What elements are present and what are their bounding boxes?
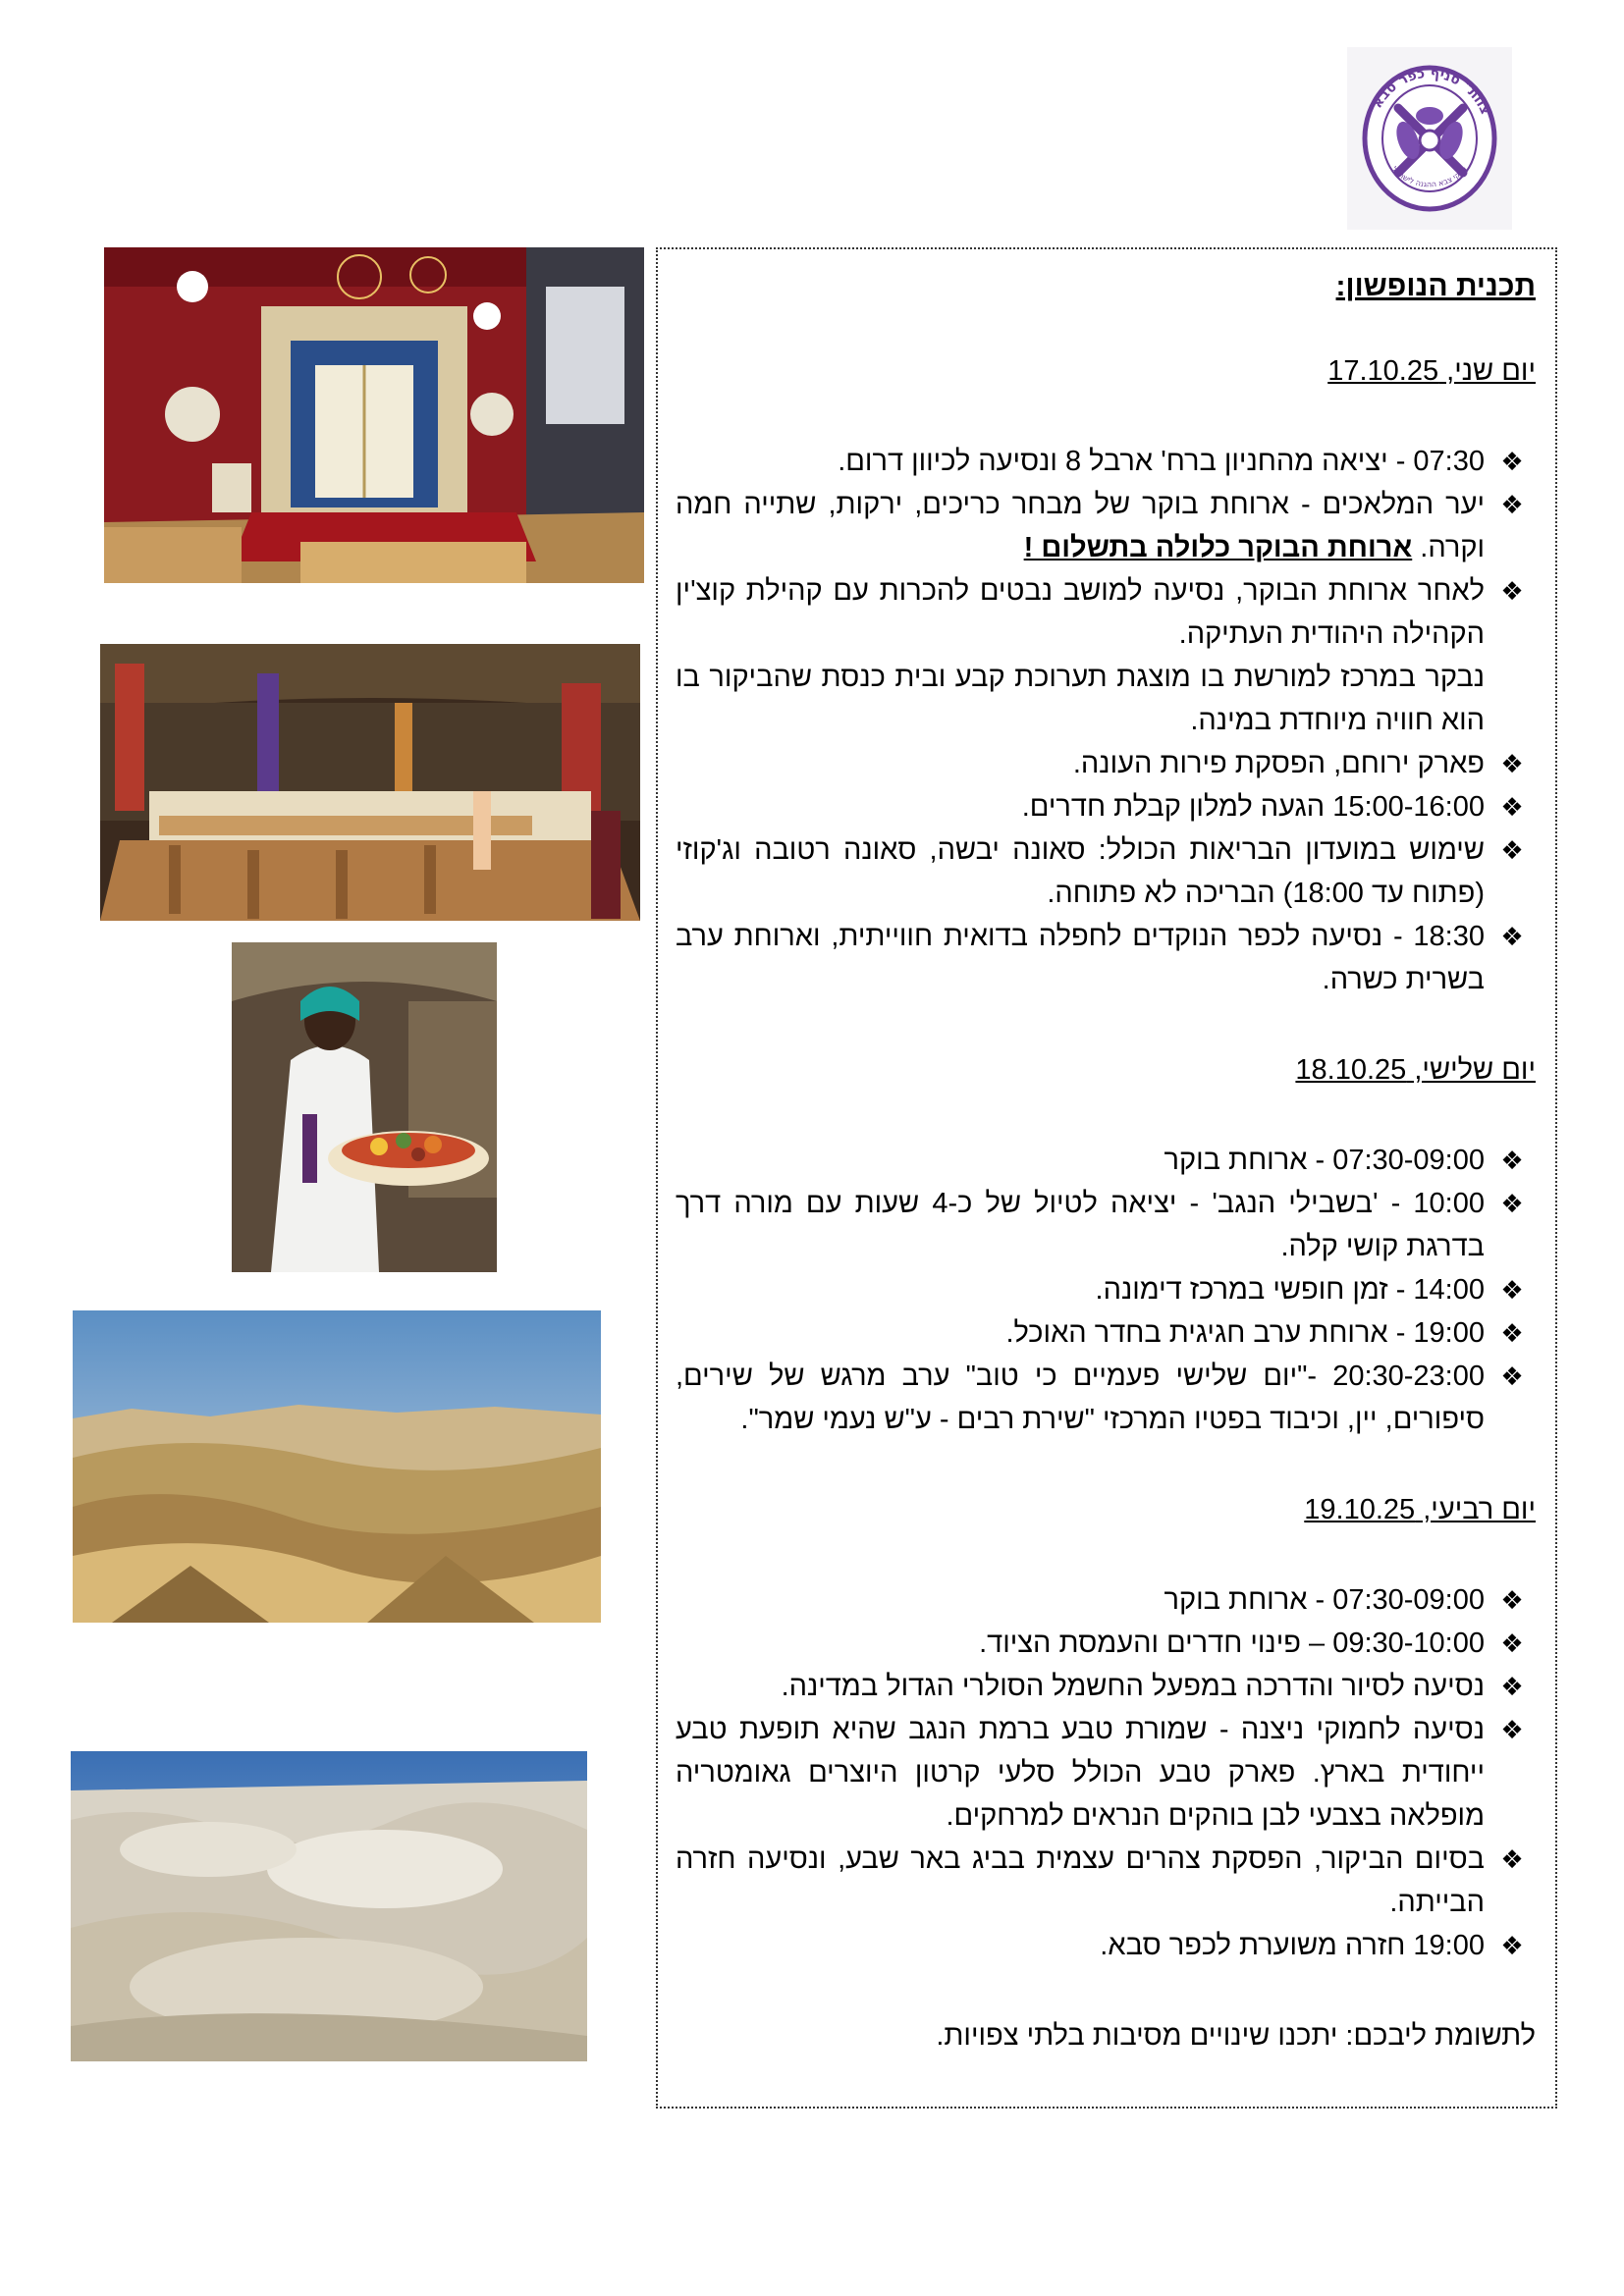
list-item <box>676 1924 1536 1967</box>
food-platter-photo-icon <box>232 942 497 1272</box>
item-text: 18:30 - נסיעה לכפר הנוקדים לחפלה בדואית חווייתית, וארוחת ערב בשרית כשרה. <box>676 921 1485 995</box>
list-item <box>676 1268 1536 1311</box>
diamond-bullet-icon: ❖ <box>1500 835 1524 865</box>
item-text: נסיעה לסיור והדרכה במפעל החשמל הסולרי הגדול במדינה. <box>781 1671 1485 1702</box>
item-text: 10:00 - 'בשבילי הנגב' - יציאה לטיול של כ-4 שעות עם מורה דרך בדרגת קושי קלה. <box>676 1188 1485 1262</box>
diamond-bullet-icon: ❖ <box>1500 1189 1524 1218</box>
day-heading-monday: יום שני, 17.10.25 <box>1327 355 1536 387</box>
logo-text-bottom: ותיקי צבא ההגנה לישראל <box>1389 164 1470 189</box>
item-text: 14:00 - זמן חופשי במרכז דימונה. <box>1095 1274 1485 1306</box>
list-item <box>676 1838 1536 1924</box>
list-item <box>676 915 1536 1001</box>
item-text: פארק ירוחם, הפסקת פירות העונה. <box>1072 748 1485 779</box>
item-text: 07:30 - יציאה מהחניון ברח' ארבל 8 ונסיעה לכיוון דרום. <box>838 446 1485 477</box>
diamond-bullet-icon: ❖ <box>1500 1715 1524 1744</box>
woman-serving-food-photo <box>232 942 497 1272</box>
item-text: שימוש במועדון הבריאות הכולל: סאונה יבשה, סאונה רטובה וג'קוזי (פתוח עד 18:00) הבריכה לא פתוחה. <box>676 834 1485 909</box>
item-text: יער המלאכים - ארוחת בוקר של מבחר כריכים, ירקות, שתייה חמה וקרה. <box>676 489 1485 563</box>
list-item <box>676 1355 1536 1441</box>
desert-photo-icon <box>73 1310 601 1623</box>
organization-logo <box>1347 47 1512 230</box>
diamond-bullet-icon: ❖ <box>1500 1629 1524 1658</box>
list-item <box>676 742 1536 785</box>
item-bold-text: ארוחת הבוקר כלולה בתשלום ! <box>1023 532 1413 563</box>
item-text: 19:00 - ארוחת ערב חגיגית בחדר האוכל. <box>1005 1317 1485 1349</box>
diamond-bullet-icon: ❖ <box>1500 447 1524 476</box>
white-dunes-photo <box>71 1751 587 2061</box>
diamond-bullet-icon: ❖ <box>1500 1146 1524 1175</box>
item-text: 07:30-09:00 - ארוחת בוקר <box>1164 1584 1485 1616</box>
program-box <box>656 247 1557 2109</box>
diamond-bullet-icon: ❖ <box>1500 749 1524 778</box>
diamond-bullet-icon: ❖ <box>1500 1318 1524 1348</box>
diamond-bullet-icon: ❖ <box>1500 1844 1524 1874</box>
list-item <box>676 1139 1536 1182</box>
list-item <box>676 1182 1536 1268</box>
diamond-bullet-icon: ❖ <box>1500 1362 1524 1391</box>
list-item <box>676 1622 1536 1665</box>
tent-dining-photo-icon <box>100 644 640 921</box>
diamond-bullet-icon: ❖ <box>1500 922 1524 951</box>
program-title: תכנית הנופשון: <box>1335 270 1536 302</box>
list-item <box>676 1708 1536 1838</box>
list-item <box>676 1311 1536 1355</box>
logo-text-top: "צוות" סניף כפר סבא <box>1366 65 1493 118</box>
item-text: 15:00-16:00 הגעה למלון קבלת חדרים. <box>1021 791 1485 823</box>
diamond-bullet-icon: ❖ <box>1500 1672 1524 1701</box>
item-text: לאחר ארוחת הבוקר, נסיעה למושב נבטים להכרות עם קהילת קוצ'ין הקהילה היהודית העתיקה. נבקר במרכז למורשת בו מוצגת תערוכת קבע ובית כנסת שהביקור בו הוא חוויה מיוחדת במינה. <box>676 575 1485 736</box>
item-text: 20:30-23:00 -"יום שלישי פעמיים כי טוב" ערב מרגש של שירים, סיפורים, יין, וכיבוד בפטיו המרכזי "שירת רבים - ע"ש נעמי שמר". <box>676 1361 1485 1435</box>
bedouin-tent-dining-photo <box>100 644 640 921</box>
item-text: נסיעה לחמוקי ניצנה - שמורת טבע ברמת הנגב שהיא תופעת טבע ייחודית בארץ. פארק טבע הכולל סלעי קרטון היוצרים גאומטריה מופלאה בצבעי לבן בוהקים הנראים למרחקים. <box>676 1714 1485 1832</box>
item-text: 09:30-10:00 – פינוי חדרים והעמסת הציוד. <box>979 1628 1485 1659</box>
day-heading-tuesday: יום שלישי, 18.10.25 <box>1295 1054 1536 1086</box>
item-text: בסיום הביקור, הפסקת צהרים עצמית בביג באר שבע, ונסיעה חזרה הבייתה. <box>676 1843 1485 1918</box>
list-item <box>676 440 1536 483</box>
diamond-bullet-icon: ❖ <box>1500 1931 1524 1960</box>
list-item <box>676 785 1536 828</box>
day-heading-wednesday: יום רביעי, 19.10.25 <box>1304 1494 1536 1525</box>
list-item <box>676 569 1536 742</box>
diamond-bullet-icon: ❖ <box>1500 490 1524 519</box>
crossed-rifles-emblem-icon <box>1347 47 1512 230</box>
day-items-tuesday <box>676 1139 1536 1441</box>
day-items-wednesday <box>676 1578 1536 1967</box>
list-item <box>676 1665 1536 1708</box>
diamond-bullet-icon: ❖ <box>1500 792 1524 822</box>
diamond-bullet-icon: ❖ <box>1500 1275 1524 1305</box>
desert-landscape-photo <box>73 1310 601 1623</box>
list-item <box>676 483 1536 569</box>
attention-note: לתשומת ליבכם: יתכנו שינויים מסיבות בלתי צפויות. <box>936 2020 1536 2052</box>
list-item <box>676 1578 1536 1622</box>
item-text: 07:30-09:00 - ארוחת בוקר <box>1164 1145 1485 1176</box>
synagogue-interior-photo <box>104 247 644 583</box>
day-items-monday <box>676 440 1536 1001</box>
diamond-bullet-icon: ❖ <box>1500 576 1524 606</box>
synagogue-photo-icon <box>104 247 644 583</box>
dunes-photo-icon <box>71 1751 587 2061</box>
diamond-bullet-icon: ❖ <box>1500 1585 1524 1615</box>
list-item <box>676 828 1536 915</box>
item-text: 19:00 חזרה משוערת לכפר סבא. <box>1100 1930 1485 1961</box>
